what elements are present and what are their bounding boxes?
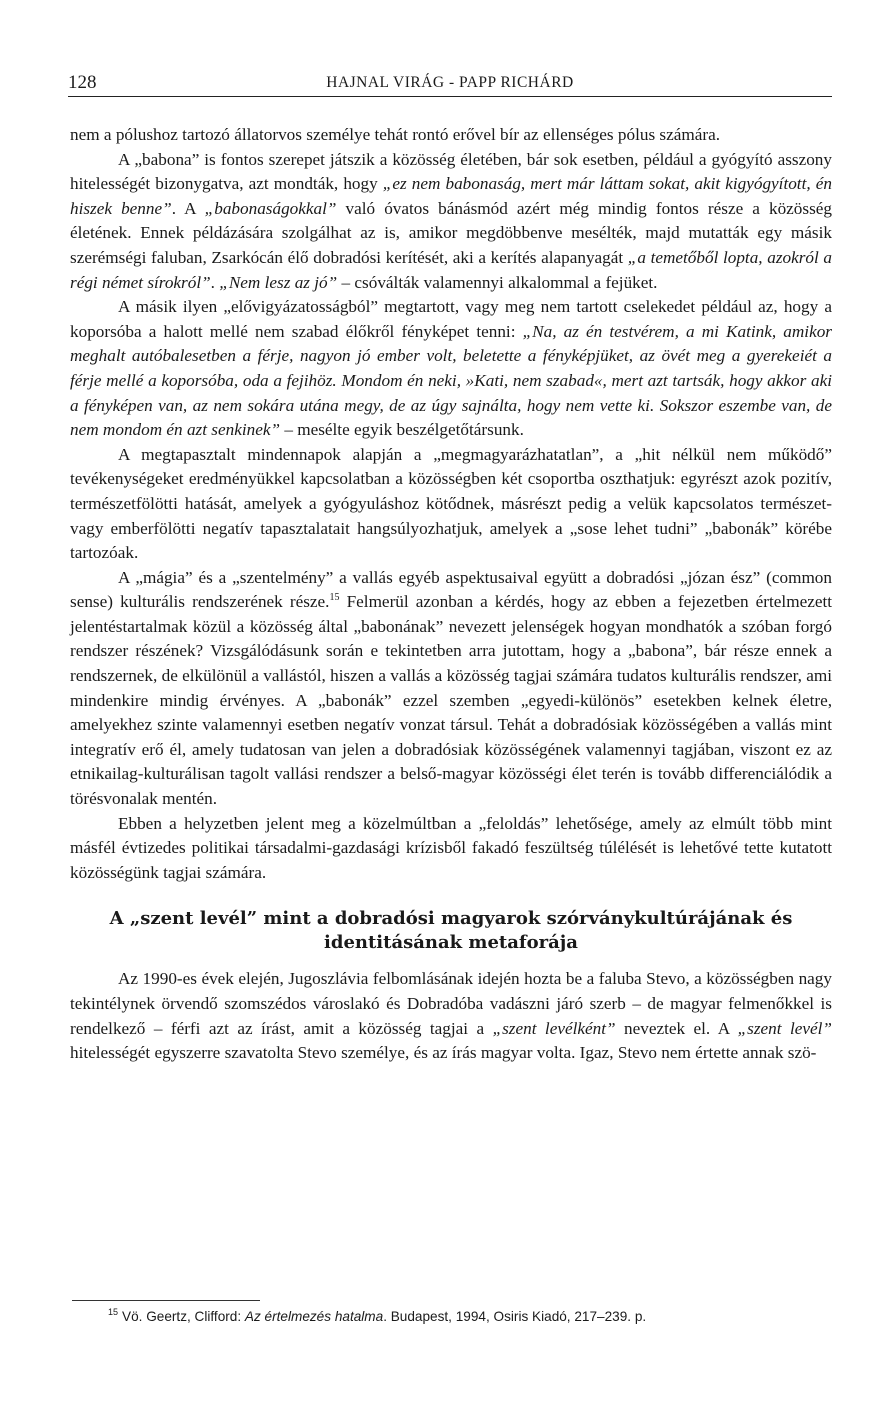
page-header [68, 72, 832, 97]
footnote-book-title: Az értelmezés hatalma [244, 1309, 384, 1324]
paragraph-3: A másik ilyen „elővigyázatosságból” megtartott, vagy meg nem tartott cselekedet például az, hogy a koporsóba a halott mellé nem szabad élőkről fényképet tenni: „Na, az én testvérem, a mi Katink, amikor meghalt autóbalesetben a férje, nagyon jó ember volt, beletette a fényképjüket, az övét meg a gyerekeiét a férje mellé a koporsóba, oda a fejihöz. Mondom én neki, »Kati, nem szabad«, mert azt tartsák, hogy akkor aki a fényképen van, az nem sokára utána megy, de az úgy sajnálta, hogy nem vette ki. Sokszor eszembe van, de nem mondom én azt senkinek” – mesélte egyik beszélgetőtársunk. [70, 297, 832, 440]
section-title [70, 907, 832, 955]
paragraph-5: A „mágia” és a „szentelmény” a vallás egyéb aspektusaival együtt a dobradósi „józan ész” (common sense) kulturális rendszerének része.$^{15}$ Felmerül azonban a kérdés, hogy az ebben a fejezetben értelmezett jelentéstartalmak közül a közösség által „babonának” nevezett jelenségek hogyan mondhatók a szóban forgó rendszer részének? Vizsgálódásunk során e tekintetben arra jutottam, hogy a „babona”, bár része ennek a rendszernek, de elkülönül a vallástól, hiszen a vallás a közösség tagjai számára tudatos kulturális rendszer, ami mindenkire mindig érvényes. A „babonák” ezzel szemben „egyedi-különös” esetekben kelnek életre, amelyekhez szinte valamennyi esetben negatív vonzat társul. Tehát a dobradósiak közösségében a vallás mint integratív erő él, amely tudatosan van jelen a dobradósiak közösségének valamennyi tagjában, viszont ez az etnikailag-kulturálisan tagolt vallási rendszer a belső-magyar közösségi élet terén is tovább differenciálódik a törésvonalak mentén. [70, 567, 832, 809]
paragraph-7: Az 1990-es évek elején, Jugoszlávia felbomlásának idején hozta be a faluba Stevo, a közösségben nagy tekintélynek örvendő szomszédos városlakó és Dobradóba vadászni járó szerb – de magyar felmenőkkel is rendelkező – férfi azt az írást, amit a közösség tagjai a „szent levélként” neveztek el. A „szent levél” hitelességét egyszerre szavatolta Stevo személye, és az írás magyar volta. Igaz, Stevo nem értette annak szö- [70, 969, 832, 1063]
paragraph-6: Ebben a helyzetben jelent meg a közelmúltban a „feloldás” lehetősége, amely az elmúlt több mint másfél évtizedes politikai társadalmi-gazdasági krízisből fakadó feszültség túlélését is lehetővé tette kutatott közösségünk tagjai számára. [70, 813, 832, 882]
paragraph-2: A „babona” is fontos szerepet játszik a közösség életében, bár sok esetben, például a gyógyító asszony hitelességét bizonygatva, azt mondták, hogy „ez nem babonaság, mert már láttam sokat, akit kigyógyított, én hiszek benne”. A „babonaságokkal” való óvatos bánásmód azért még mindig fontos része a közösség életének. Ennek példázására szolgálhat az is, amikor megdöbbenve mesélték, majd mutatták egy másik szerémségi faluban, Zsarkócán élő dobradósi kerítését, aki a kerítés alapanyagát „a temetőből lopta, azokról a régi német sírokról”. „Nem lesz az jó” – csóválták valamennyi alkalommal a fejüket. [70, 149, 832, 292]
page-number: 128 [68, 72, 97, 93]
running-head: HAJNAL VIRÁG - PAPP RICHÁRD [326, 74, 574, 91]
footnote-15: $^{15}$ Vö. Geertz, Clifford: Az értelmezés hatalma. Budapest, 1994, Osiris Kiadó, 217–239. p. [108, 1307, 647, 1324]
footnote-divider [72, 1300, 260, 1301]
section-title-line-2: identitásának metaforája [324, 932, 578, 954]
paragraph-1: nem a pólushoz tartozó állatorvos személye tehát rontó erővel bír az ellenséges pólus számára. [70, 125, 721, 144]
body-text [70, 123, 832, 1066]
footnote-reference[interactable]: 15 [329, 592, 340, 604]
footnote-mark: 15 [108, 1307, 119, 1317]
section-title-line-1: A „szent levél” mint a dobradósi magyarok szórványkultúrájának és [109, 908, 793, 930]
paragraph-4: A megtapasztalt mindennapok alapján a „megmagyarázhatatlan”, a „hit nélkül nem működő” tevékenységeket eredményükkel kapcsolatban a közösségben két csoportba oszthatjuk: egyrészt azok pozitív, természetfölötti hatását, amelyek a gyógyuláshoz kötődnek, másrészt pedig a velük kapcsolatos természet- vagy emberfölötti negatív tapasztalatait hangsúlyozhatjuk, amelyek a „sose lehet tudni” „babonák” körébe tartozóak. [70, 444, 832, 563]
